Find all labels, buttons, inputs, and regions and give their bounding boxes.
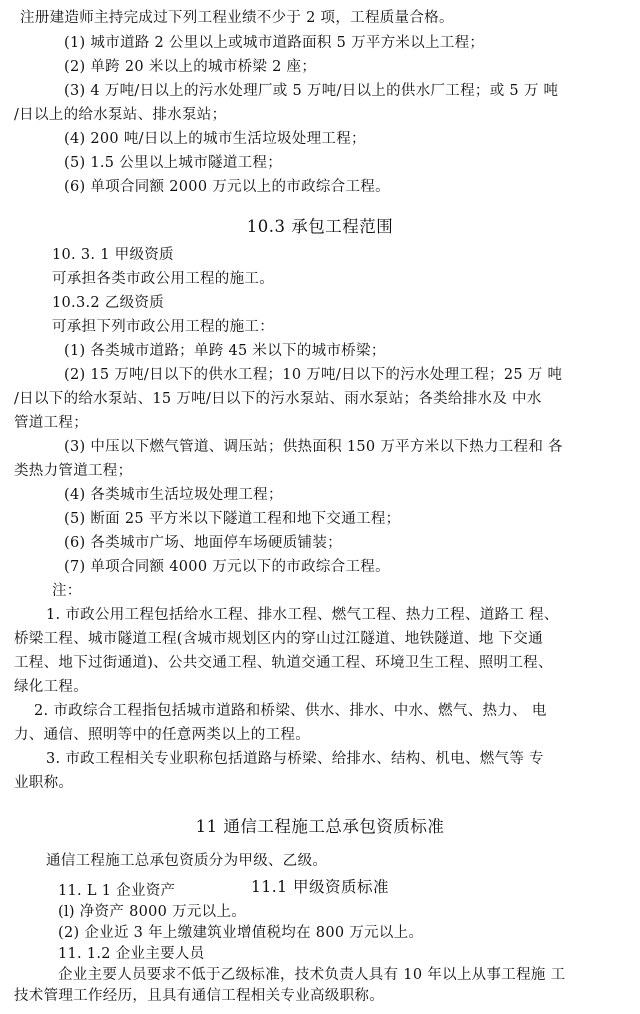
grade-b-text: 可承担下列市政公用工程的施工： [52,319,274,335]
note-1: 1. 市政公用工程包括给水工程、排水工程、燃气工程、热力工程、道路工 程、 [46,607,559,623]
scope-item-3: (3) 中压以下燃气管道、调压站；供热面积 150 万平方米以下热力工程和 各 [64,439,563,455]
scope-item-7: (7) 单项合同额 4000 万元以下的市政综合工程。 [64,559,390,575]
section-11-intro: 通信工程施工总承包资质分为甲级、乙级。 [46,853,328,869]
note-1-cont-2: 工程、地下过街通道)、公共交通工程、轨道交通工程、环境卫生工程、照明工程、 [14,655,553,671]
personnel-line-2: 技术管理工作经历，且具有通信工程相关专业高级职称。 [14,988,384,1004]
scope-item-1: (1) 各类城市道路；单跨 45 米以下的城市桥梁； [64,343,386,359]
scope-item-3-cont: 类热力管道工程； [14,463,133,479]
note-1-cont-3: 绿化工程。 [14,679,88,695]
intro-text: 注册建造师主持完成过下列工程业绩不少于 2 项，工程质量合格。 [20,10,454,26]
scope-item-6: (6) 各类城市广场、地面停车场硬质铺装； [64,535,342,551]
achievement-item-5: (5) 1.5 公里以上城市隧道工程； [64,155,283,171]
notes-label: 注： [52,583,82,599]
note-3: 3. 市政工程相关专业职称包括道路与桥梁、给排水、结构、机电、燃气等 专 [46,751,544,767]
scope-item-2: (2) 15 万吨/日以下的供水工程；10 万吨/日以下的污水处理工程；25 万 吨 [64,367,563,383]
personnel-line-1: 企业主要人员要求不低于乙级标准，技术负责人具有 10 年以上从事工程施 工 [58,967,566,983]
scope-item-5: (5) 断面 25 平方米以下隧道工程和地下交通工程； [64,511,401,527]
assets-heading: 11. L 1 企业资产 [58,883,176,899]
section-11-1-subtitle: 11.1 甲级资质标准 [251,878,389,896]
scope-item-2-cont-2: 管道工程； [14,415,88,431]
achievement-item-2: (2) 单跨 20 米以上的城市桥梁 2 座； [64,59,317,75]
note-2: 2. 市政综合工程指包括城市道路和桥梁、供水、排水、中水、燃气、热力、 电 [34,703,547,719]
achievement-item-6: (6) 单项合同额 2000 万元以上的市政综合工程。 [64,179,390,195]
scope-item-4: (4) 各类城市生活垃圾处理工程； [64,487,283,503]
note-2-cont: 力、通信、照明等中的任意两类以上的工程。 [14,727,310,743]
assets-item-1: (l) 净资产 8000 万元以上。 [58,904,247,920]
personnel-heading: 11. 1.2 企业主要人员 [58,946,205,962]
achievement-item-3-cont: /日以上的给水泵站、排水泵站； [14,107,227,123]
achievement-item-4: (4) 200 吨/日以上的城市生活垃圾处理工程； [64,131,366,147]
note-1-cont-1: 桥梁工程、城市隧道工程(含城市规划区内的穿山过江隧道、地铁隧道、地 下交通 [14,631,543,647]
section-10-3-title: 10.3 承包工程范围 [246,217,394,236]
note-3-cont: 业职称。 [14,775,74,791]
achievement-item-3: (3) 4 万吨/日以上的污水处理厂或 5 万吨/日以上的供水厂工程；或 5 万 吨 [64,83,559,99]
scope-item-2-cont-1: /日以下的给水泵站、15 万吨/日以下的污水泵站、雨水泵站；各类给排水及 中水 [14,391,542,407]
assets-item-2: (2) 企业近 3 年上缴建筑业增值税均在 800 万元以上。 [58,925,424,941]
grade-a-text: 可承担各类市政公用工程的施工。 [52,271,274,287]
grade-b-heading: 10.3.2 乙级资质 [52,295,165,311]
achievement-item-1: (1) 城市道路 2 公里以上或城市道路面积 5 万平方米以上工程； [64,35,485,51]
section-11-title: 11 通信工程施工总承包资质标准 [195,817,445,836]
grade-a-heading: 10. 3. 1 甲级资质 [52,247,174,263]
